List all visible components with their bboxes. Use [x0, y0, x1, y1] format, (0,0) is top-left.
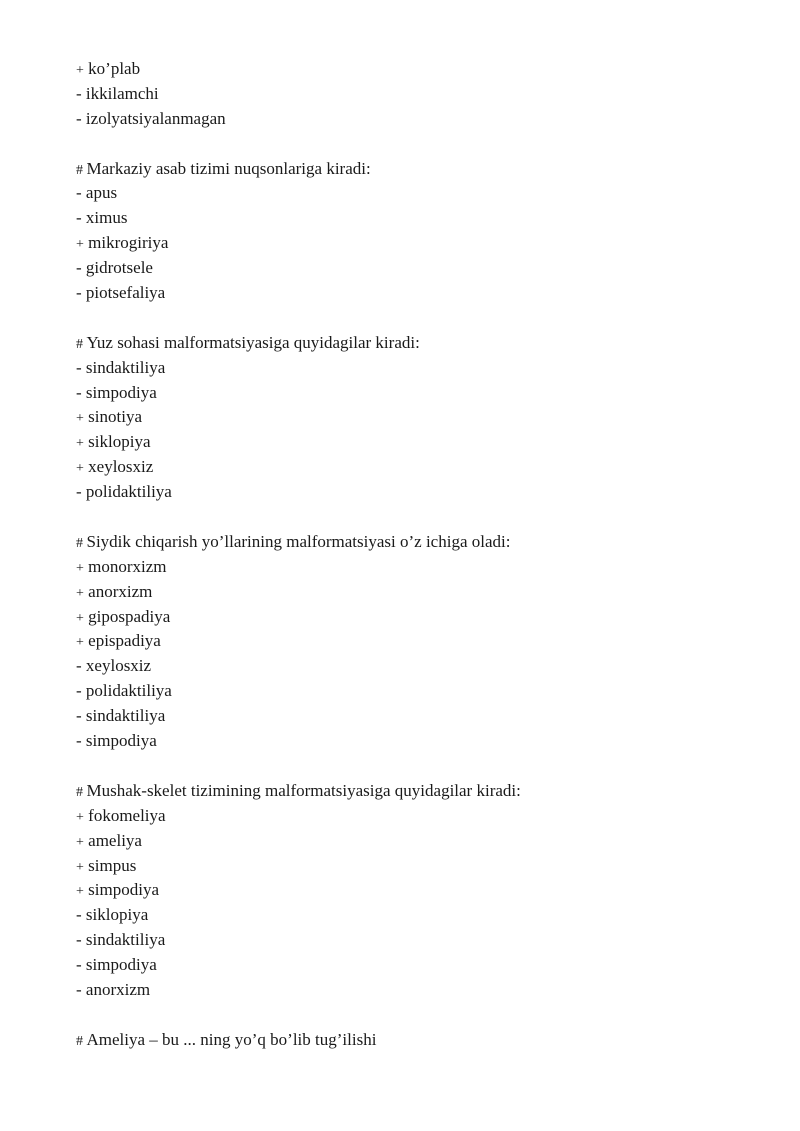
- answer-option: [76, 356, 756, 381]
- correct-marker: +: [76, 834, 84, 850]
- answer-option: [76, 405, 756, 430]
- question-block: [76, 530, 756, 754]
- option-text: sindaktiliya: [85, 930, 166, 950]
- question-marker: #: [76, 1033, 87, 1049]
- option-text: polidaktiliya: [85, 681, 172, 701]
- incorrect-marker: -: [76, 183, 82, 203]
- option-text: sinotiya: [88, 407, 142, 427]
- correct-marker: +: [76, 237, 84, 253]
- option-text: ko’plab: [88, 59, 141, 78]
- question-marker: #: [76, 535, 87, 551]
- answer-option: [76, 231, 756, 256]
- option-text: xeylosxiz: [88, 457, 154, 477]
- option-text: simpodiya: [88, 880, 159, 900]
- block-spacer: [76, 132, 756, 157]
- incorrect-marker: -: [76, 905, 82, 925]
- answer-option: [76, 455, 756, 480]
- option-text: apus: [85, 183, 118, 203]
- option-text: mikrogiriya: [88, 233, 169, 253]
- answer-option: [76, 580, 756, 605]
- option-text: sindaktiliya: [85, 706, 166, 726]
- option-text: ximus: [85, 208, 128, 228]
- option-text: anorxizm: [85, 979, 151, 999]
- question-block: [76, 1028, 756, 1053]
- option-text: siklopiya: [85, 905, 149, 925]
- incorrect-marker: -: [76, 357, 82, 377]
- question-marker: #: [76, 784, 87, 800]
- option-text: ameliya: [88, 830, 142, 850]
- option-text: piotsefaliya: [85, 283, 166, 303]
- answer-option: [76, 256, 756, 281]
- answer-option: [76, 953, 756, 978]
- correct-marker: +: [76, 859, 84, 875]
- block-spacer: [76, 505, 756, 530]
- correct-marker: +: [76, 610, 84, 626]
- option-text: monorxizm: [88, 556, 167, 576]
- answer-option: [76, 854, 756, 879]
- answer-option: [76, 804, 756, 829]
- incorrect-marker: -: [76, 83, 82, 103]
- answer-option: [76, 605, 756, 630]
- answer-option: [76, 829, 756, 854]
- question-text: [76, 331, 756, 356]
- question-label: Markaziy asab tizimi nuqsonlariga kiradi:: [86, 158, 371, 178]
- question-block: [76, 779, 756, 1003]
- correct-marker: +: [76, 436, 84, 452]
- correct-marker: +: [76, 63, 84, 78]
- question-text: [76, 157, 756, 182]
- incorrect-marker: -: [76, 283, 82, 303]
- incorrect-marker: -: [76, 706, 82, 726]
- incorrect-marker: -: [76, 382, 82, 402]
- correct-marker: +: [76, 560, 84, 576]
- answer-option: [76, 480, 756, 505]
- incorrect-marker: -: [76, 482, 82, 502]
- answer-option: [76, 206, 756, 231]
- incorrect-marker: -: [76, 108, 82, 128]
- option-text: simpodiya: [85, 955, 157, 975]
- block-spacer: [76, 754, 756, 779]
- incorrect-marker: -: [76, 955, 82, 975]
- answer-option: [76, 430, 756, 455]
- incorrect-marker: -: [76, 731, 82, 751]
- block-spacer: [76, 1003, 756, 1028]
- question-label: Mushak-skelet tizimining malformatsiyasiga quyidagilar kiradi:: [86, 780, 521, 800]
- answer-option: [76, 57, 756, 82]
- correct-marker: +: [76, 635, 84, 651]
- answer-option: [76, 82, 756, 107]
- answer-option: [76, 654, 756, 679]
- question-block: [76, 57, 756, 132]
- option-text: gipospadiya: [88, 606, 171, 626]
- option-text: polidaktiliya: [85, 482, 172, 502]
- correct-marker: +: [76, 461, 84, 477]
- option-text: gidrotsele: [85, 258, 153, 278]
- incorrect-marker: -: [76, 656, 82, 676]
- answer-option: [76, 928, 756, 953]
- correct-marker: +: [76, 884, 84, 900]
- answer-option: [76, 903, 756, 928]
- answer-option: [76, 181, 756, 206]
- option-text: siklopiya: [88, 432, 151, 452]
- question-block: [76, 157, 756, 306]
- incorrect-marker: -: [76, 258, 82, 278]
- answer-option: [76, 978, 756, 1003]
- option-text: xeylosxiz: [85, 656, 152, 676]
- answer-option: [76, 381, 756, 406]
- correct-marker: +: [76, 809, 84, 825]
- option-text: fokomeliya: [88, 805, 166, 825]
- option-text: sindaktiliya: [85, 357, 166, 377]
- option-text: epispadiya: [88, 631, 161, 651]
- incorrect-marker: -: [76, 979, 82, 999]
- option-text: ikkilamchi: [85, 83, 159, 103]
- correct-marker: +: [76, 585, 84, 601]
- question-text: [76, 1028, 756, 1053]
- quiz-content: [76, 57, 756, 1053]
- option-text: simpus: [88, 855, 137, 875]
- question-block: [76, 331, 756, 505]
- answer-option: [76, 107, 756, 132]
- question-marker: #: [76, 336, 87, 352]
- answer-option: [76, 878, 756, 903]
- question-label: Siydik chiqarish yo’llarining malformatsiyasi o’z ichiga oladi:: [86, 531, 511, 551]
- answer-option: [76, 629, 756, 654]
- option-text: anorxizm: [88, 581, 153, 601]
- option-text: izolyatsiyalanmagan: [85, 108, 226, 128]
- question-label: Yuz sohasi malformatsiyasiga quyidagilar kiradi:: [86, 332, 420, 352]
- question-label: Ameliya – bu ... ning yo’q bo’lib tug’ilishi: [86, 1029, 377, 1049]
- option-text: simpodiya: [85, 382, 157, 402]
- answer-option: [76, 729, 756, 754]
- incorrect-marker: -: [76, 681, 82, 701]
- incorrect-marker: -: [76, 208, 82, 228]
- correct-marker: +: [76, 411, 84, 427]
- question-text: [76, 530, 756, 555]
- block-spacer: [76, 306, 756, 331]
- answer-option: [76, 704, 756, 729]
- question-marker: #: [76, 162, 87, 178]
- answer-option: [76, 281, 756, 306]
- incorrect-marker: -: [76, 930, 82, 950]
- question-text: [76, 779, 756, 804]
- option-text: simpodiya: [85, 731, 157, 751]
- answer-option: [76, 679, 756, 704]
- answer-option: [76, 555, 756, 580]
